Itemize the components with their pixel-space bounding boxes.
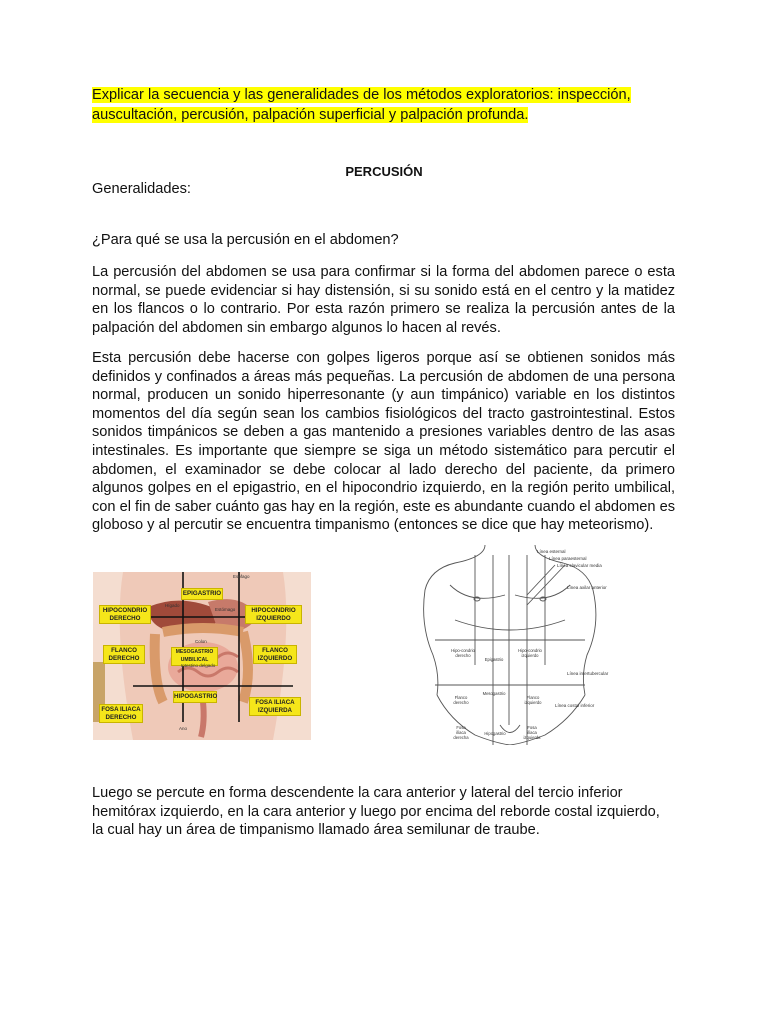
organ-intestino: Intestino delgado [181,663,216,668]
region-epigastrio: Epigastrio [484,657,504,662]
line-paraesternal: Línea paraesternal [549,556,587,561]
task-prompt [92,86,682,125]
label-flanco-derecho: FLANCO DERECHO [103,645,145,664]
subheading: Generalidades: [92,181,191,197]
region-hipocondrio-izquierdo: Hipo-condrio izquierdo [518,648,542,658]
organ-esofago: Esófago [233,574,250,579]
organ-ano: Ano [179,726,188,731]
region-hipogastrio: Hipogastrio [484,731,506,736]
label-fosa-iliaca-derecho: FOSA ILIACA DERECHO [99,704,143,723]
label-hipogastrio: HIPOGASTRIO [173,691,217,703]
abdominal-regions-figure [93,572,311,740]
line-intertubercular: Línea intertubercular [567,671,609,676]
label-fosa-iliaca-izquierda: FOSA ILIACA IZQUIERDA [249,697,301,716]
paragraph-2: Esta percusión debe hacerse con golpes ligeros porque así se obtienen sonidos más definidos y confinados a áreas más pequeñas. La percusión de abdomen de una persona normal, producen un sonido hiperresonante (y aun timpánico) variable en los distintos momentos del día según sean los cambios fisiológicos del tracto gastrointestinal. Estos sonidos timpánicos se deben a gas mantenido a presiones variables dentro de las asas intestinales. Es importante que siempre se siga un método sistemático para percutir el abdomen, el examinador se debe colocar al lado derecho del paciente, da primero algunos golpes en el epigastrio, en el hipocondrio izquierdo, en la región perito umbilical, con el fin de saber cuánto gas hay en la región, este es abundante cuando el abdomen es globoso y al percutir se encuentra timpanismo (entonces se dice que hay meteorismo). [92,350,675,534]
section-title: PERCUSIÓN [345,164,423,179]
label-flanco-izquierdo: FLANCO IZQUIERDO [253,645,297,664]
line-esternal: Línea esternal [537,549,566,554]
line-axilar-anterior: Línea axilar anterior [567,585,607,590]
label-hipocondrio-izquierdo: HIPOCONDRIO IZQUIERDO [245,605,302,624]
torso-outline-drawing [415,545,610,745]
organ-colon: Colon [195,639,207,644]
paragraph-1: La percusión del abdomen se usa para confirmar si la forma del abdomen parece o esta normal, se puede evidenciar si hay distensión, si su sonido está en el centro y la matidez en los flancos o lo contrario. Por esta razón primero se realiza la percusión antes de la palpación del abdomen sin embargo algunos lo hacen al revés. [92,264,675,336]
label-epigastrio: EPIGASTRIO [181,588,223,600]
line-clavicular-media: Línea clavicular media [557,563,602,568]
organ-higado: Hígado [165,603,180,608]
region-mesogastrio: Mesogastrio [482,691,506,696]
organ-estomago: Estómago [215,607,236,612]
region-fosa-iliaca-izquierda: Fosa ilíaca izquierda [523,725,541,740]
region-flanco-izquierdo: Flanco izquierdo [524,695,542,705]
task-prompt-text: Explicar la secuencia y las generalidades de los métodos exploratorios: inspección, auscultación, percusión, palpación superficial y palpación profunda. [92,87,631,123]
line-costal-inferior: Línea costal inferior [555,703,595,708]
region-flanco-derecho: Flanco derecho [453,695,469,705]
region-hipocondrio-derecho: Hipo-condrio derecho [451,648,475,658]
label-mesogastrio: MESOGASTRIO UMBILICAL [171,647,218,666]
torso-lines-figure [415,545,610,745]
region-fosa-iliaca-derecha: Fosa ilíaca derecha [453,725,469,740]
label-hipocondrio-derecho: HIPOCONDRIO DERECHO [99,605,151,624]
question: ¿Para qué se usa la percusión en el abdomen? [92,232,399,248]
paragraph-3: Luego se percute en forma descendente la cara anterior y lateral del tercio inferior hemitórax izquierdo, en la cara anterior y luego por encima del reborde costal izquierdo, la cual hay un área de timpanismo llamado área semilunar de traube. [92,785,660,839]
